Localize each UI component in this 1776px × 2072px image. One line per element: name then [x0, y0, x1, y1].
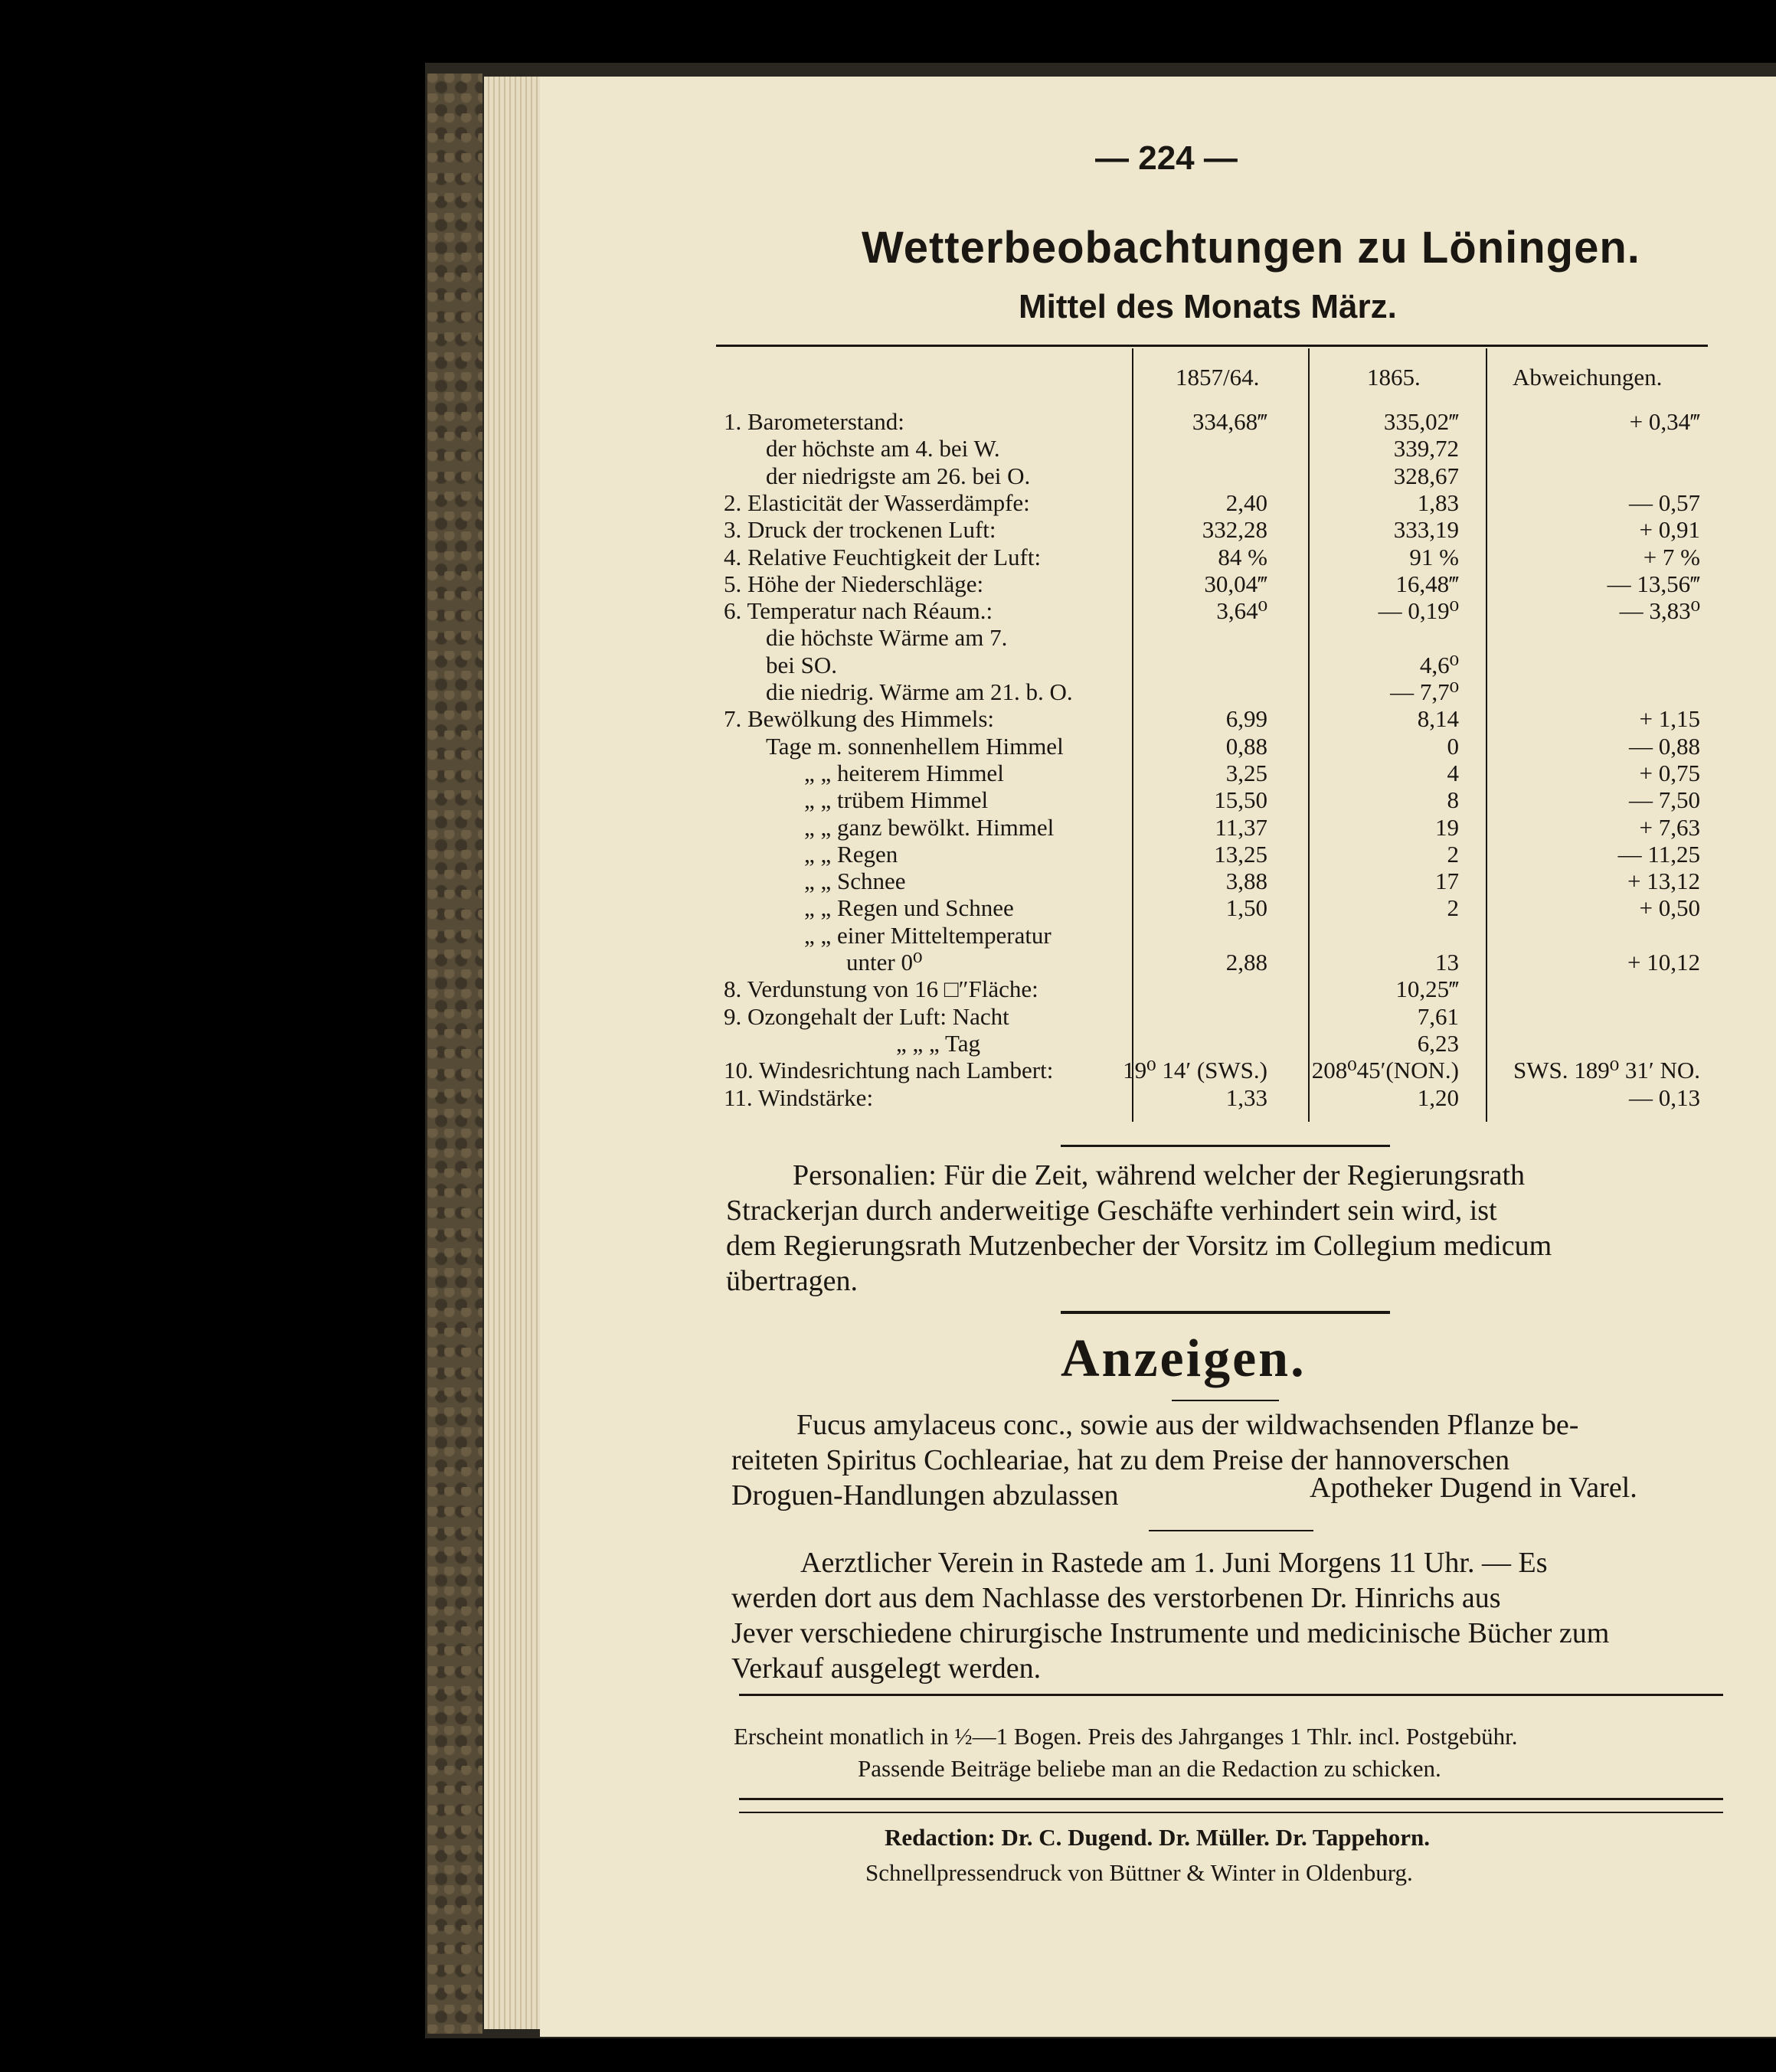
page-subtitle: Mittel des Monats März. — [1019, 288, 1397, 325]
table-cell-1865: 1,20 — [1417, 1084, 1459, 1111]
table-cell-1857-64: 84 % — [1218, 544, 1267, 570]
table-cell-1865: 2 — [1447, 894, 1459, 921]
table-row-label: 10. Windesrichtung nach Lambert: — [724, 1057, 1054, 1083]
table-cell-1857-64: 15,50 — [1214, 786, 1267, 813]
personalien-line: übertragen. — [726, 1265, 858, 1297]
table-row-label: Tage m. sonnenhellem Himmel — [766, 733, 1064, 760]
table-cell-1865: 335,02‴ — [1383, 408, 1459, 435]
table-row-label: die höchste Wärme am 7. — [766, 624, 1008, 651]
table-row-label: der niedrigste am 26. bei O. — [766, 462, 1031, 489]
ad-fucus-line: Droguen-Handlungen abzulassen — [731, 1479, 1119, 1512]
table-cell-abweichung: — 3,83⁰ — [1619, 597, 1700, 624]
table-cell-1865: 7,61 — [1417, 1003, 1459, 1030]
table-row-label: 5. Höhe der Niederschläge: — [724, 570, 984, 597]
table-cell-1865: 328,67 — [1393, 462, 1459, 489]
section-rule — [1061, 1311, 1390, 1314]
table-cell-1865: 19 — [1435, 814, 1459, 841]
table-row-label: unter 0⁰ — [846, 949, 923, 976]
table-cell-abweichung: + 0,75 — [1639, 760, 1700, 786]
marbled-page-edge — [427, 74, 482, 2034]
table-row-label: „ „ Schnee — [804, 868, 906, 894]
personalien-line: dem Regierungsrath Mutzenbecher der Vorsitz im Collegium medicum — [726, 1230, 1552, 1262]
table-cell-abweichung: + 10,12 — [1627, 949, 1700, 976]
table-row-label: „ „ Regen — [804, 841, 898, 868]
table-cell-1865: — 7,7⁰ — [1390, 678, 1459, 705]
ad-verein-line: Jever verschiedene chirurgische Instrumente und medicinische Bücher zum — [731, 1617, 1610, 1649]
table-cell-abweichung: — 13,56‴ — [1607, 570, 1700, 597]
table-cell-1857-64: 332,28 — [1202, 516, 1267, 543]
table-cell-1865: 6,23 — [1417, 1030, 1459, 1057]
heading-underline — [1172, 1400, 1279, 1401]
table-row-label: „ „ trübem Himmel — [804, 786, 989, 813]
table-cell-1857-64: 3,25 — [1225, 760, 1267, 786]
table-row-label: 8. Verdunstung von 16 □″Fläche: — [724, 976, 1038, 1002]
table-cell-1865: 8 — [1447, 786, 1459, 813]
table-cell-1857-64: 2,40 — [1225, 489, 1267, 516]
table-cell-1865: 208⁰45′(NON.) — [1311, 1057, 1459, 1083]
table-header: 1857/64. — [1176, 364, 1260, 391]
table-cell-1857-64: 30,04‴ — [1204, 570, 1267, 597]
footer-line: Passende Beiträge beliebe man an die Redaction zu schicken. — [858, 1755, 1441, 1782]
footer-line: Erscheint monatlich in ½—1 Bogen. Preis des Jahrganges 1 Thlr. incl. Postgebühr. — [734, 1723, 1518, 1750]
ad-verein-line: Verkauf ausgelegt werden. — [731, 1652, 1042, 1685]
table-cell-abweichung: + 0,91 — [1639, 516, 1700, 543]
table-header: Abweichungen. — [1513, 364, 1663, 391]
table-cell-abweichung: SWS. 189⁰ 31′ NO. — [1513, 1057, 1700, 1083]
table-row-label: „ „ „ Tag — [896, 1030, 980, 1057]
table-row-label: 2. Elasticität der Wasserdämpfe: — [724, 489, 1030, 516]
page-stack-edge — [484, 77, 545, 2029]
table-cell-1865: 333,19 — [1393, 516, 1459, 543]
table-cell-1857-64: 2,88 — [1225, 949, 1267, 976]
table-col-divider — [1132, 348, 1133, 1122]
table-cell-1865: 91 % — [1409, 544, 1459, 570]
table-row-label: 4. Relative Feuchtigkeit der Luft: — [724, 544, 1042, 570]
ad-fucus-signature: Apotheker Dugend in Varel. — [1310, 1472, 1637, 1504]
footer-rule — [739, 1798, 1723, 1800]
table-row-label: „ „ Regen und Schnee — [804, 894, 1014, 921]
table-row-label: „ „ heiterem Himmel — [804, 760, 1004, 786]
table-cell-abweichung: + 1,15 — [1639, 705, 1700, 732]
ad-verein-line: Aerztlicher Verein in Rastede am 1. Juni Morgens 11 Uhr. — Es — [800, 1547, 1548, 1579]
table-cell-abweichung: — 0,57 — [1629, 489, 1700, 516]
table-cell-1865: 17 — [1435, 868, 1459, 894]
table-row-label: 11. Windstärke: — [724, 1084, 874, 1111]
table-cell-1857-64: 13,25 — [1214, 841, 1267, 868]
table-cell-1865: 339,72 — [1393, 435, 1459, 462]
printer-line: Schnellpressendruck von Büttner & Winter in Oldenburg. — [865, 1859, 1413, 1886]
table-cell-1865: 2 — [1447, 841, 1459, 868]
table-cell-abweichung: + 7,63 — [1639, 814, 1700, 841]
personalien-line: Strackerjan durch anderweitige Geschäfte verhindert sein wird, ist — [726, 1195, 1497, 1227]
table-cell-1865: 4,6⁰ — [1419, 652, 1459, 678]
table-cell-1857-64: 11,37 — [1215, 814, 1267, 841]
table-col-divider — [1486, 348, 1487, 1122]
table-cell-1865: 10,25‴ — [1395, 976, 1459, 1002]
table-cell-abweichung: + 0,50 — [1639, 894, 1700, 921]
table-cell-1865: 0 — [1447, 733, 1459, 760]
table-top-rule — [716, 345, 1708, 347]
table-col-divider — [1308, 348, 1310, 1122]
table-cell-1865: 8,14 — [1417, 705, 1459, 732]
table-cell-1857-64: 6,99 — [1225, 705, 1267, 732]
footer-rule — [739, 1694, 1723, 1696]
table-cell-abweichung: — 0,88 — [1629, 733, 1700, 760]
ad-verein-line: werden dort aus dem Nachlasse des verstorbenen Dr. Hinrichs aus — [731, 1582, 1501, 1614]
table-cell-abweichung: — 11,25 — [1617, 841, 1700, 868]
table-cell-1857-64: 3,64⁰ — [1216, 597, 1267, 624]
table-cell-1857-64: 3,88 — [1225, 868, 1267, 894]
table-row-label: 3. Druck der trockenen Luft: — [724, 516, 996, 543]
table-cell-1865: — 0,19⁰ — [1378, 597, 1459, 624]
table-cell-1857-64: 1,50 — [1225, 894, 1267, 921]
table-cell-1857-64: 1,33 — [1225, 1084, 1267, 1111]
table-cell-1857-64: 0,88 — [1225, 733, 1267, 760]
page-title: Wetterbeobachtungen zu Löningen. — [862, 223, 1640, 273]
table-row-label: die niedrig. Wärme am 21. b. O. — [766, 678, 1073, 705]
page-number: — 224 — — [1095, 139, 1238, 177]
table-row-label: der höchste am 4. bei W. — [766, 435, 1000, 462]
personalien-line: Personalien: Für die Zeit, während welcher der Regierungsrath — [793, 1159, 1526, 1191]
table-cell-abweichung: — 0,13 — [1629, 1084, 1700, 1111]
redaction-line: Redaction: Dr. C. Dugend. Dr. Müller. Dr. Tappehorn. — [885, 1824, 1430, 1851]
table-row-label: 1. Barometerstand: — [724, 408, 904, 435]
table-row-label: 9. Ozongehalt der Luft: Nacht — [724, 1003, 1009, 1030]
table-cell-1865: 4 — [1447, 760, 1459, 786]
ad-separator — [1149, 1530, 1313, 1531]
table-row-label: 7. Bewölkung des Himmels: — [724, 705, 995, 732]
table-cell-abweichung: + 0,34‴ — [1629, 408, 1700, 435]
table-header: 1865. — [1367, 364, 1421, 391]
table-row-label: „ „ ganz bewölkt. Himmel — [804, 814, 1055, 841]
table-cell-1857-64: 334,68‴ — [1192, 408, 1267, 435]
ad-fucus-line: Fucus amylaceus conc., sowie aus der wildwachsenden Pflanze be- — [796, 1409, 1579, 1441]
table-cell-1865: 16,48‴ — [1395, 570, 1459, 597]
ad-fucus-line: reiteten Spiritus Cochleariae, hat zu dem Preise der hannoverschen — [731, 1444, 1510, 1476]
table-cell-abweichung: + 13,12 — [1627, 868, 1700, 894]
anzeigen-heading: Anzeigen. — [1061, 1329, 1307, 1388]
table-row-label: bei SO. — [766, 652, 837, 678]
table-cell-1857-64: 19⁰ 14′ (SWS.) — [1123, 1057, 1267, 1083]
table-cell-abweichung: — 7,50 — [1629, 786, 1700, 813]
table-cell-1865: 13 — [1435, 949, 1459, 976]
table-bottom-rule — [1061, 1145, 1390, 1147]
table-row-label: „ „ einer Mitteltemperatur — [804, 922, 1052, 949]
table-row-label: 6. Temperatur nach Réaum.: — [724, 597, 993, 624]
footer-rule — [739, 1812, 1723, 1813]
table-cell-abweichung: + 7 % — [1643, 544, 1700, 570]
table-cell-1865: 1,83 — [1417, 489, 1459, 516]
